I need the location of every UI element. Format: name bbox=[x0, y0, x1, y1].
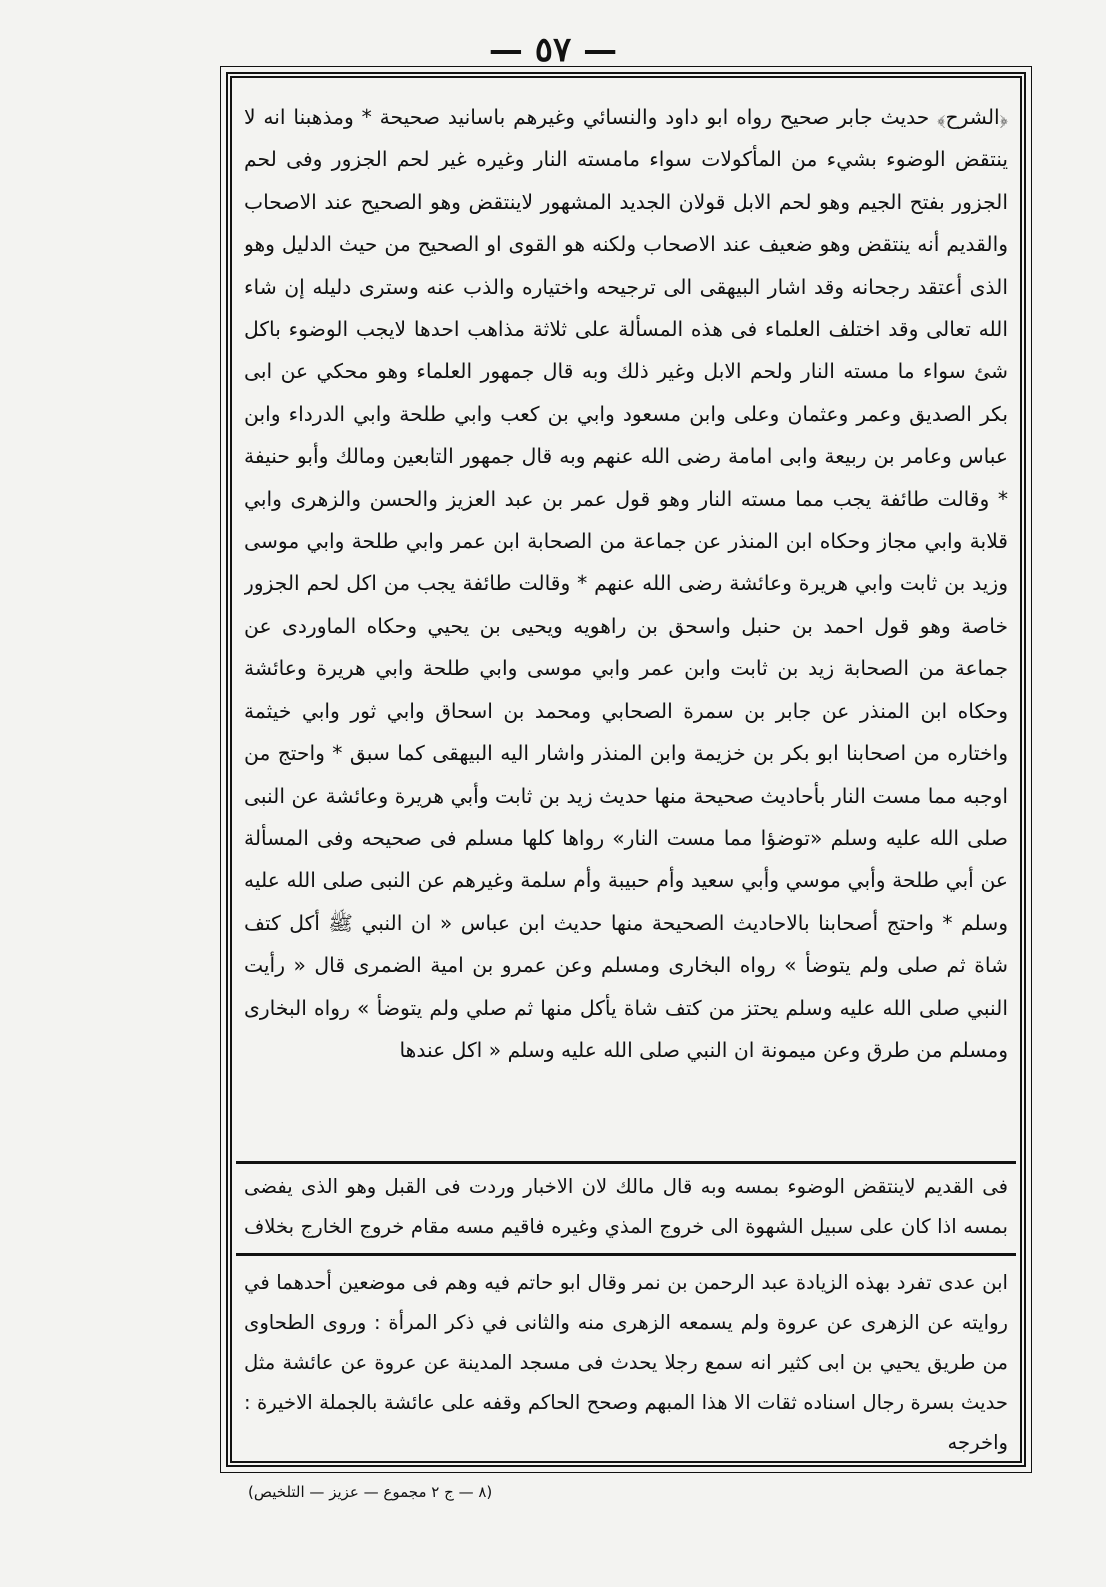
page-number: — ٥٧ — bbox=[488, 30, 618, 70]
page-frame bbox=[226, 72, 1026, 1467]
divider-line bbox=[236, 1253, 1016, 1256]
divider-line bbox=[236, 1161, 1016, 1164]
commentary-text: ﴿الشرح﴾ حديث جابر صحيح رواه ابو داود والنسائي وغيرهم باسانيد صحيحة * ومذهبنا انه لا ينتقض الوضوء بشيء من المأكولات سواء مامسته النار وغيره غير لحم الجزور وفى لحم الجزور بفتح الجيم وهو لحم الابل قولان الجديد المشهور لاينتقض وهو الصحيح عند الاصحاب والقديم أنه ينتقض وهو ضعيف عند الاصحاب ولكنه هو القوى او الصحيح من حيث الدليل وهو الذى أعتقد رجحانه وقد اشار البيهقى الى ترجيحه واختياره والذب عنه وسترى دليله إن شاء الله تعالى وقد اختلف العلماء فى هذه المسألة على ثلاثة مذاهب احدها لايجب الوضوء باكل شئ سواء ما مسته النار ولحم الابل وغير ذلك وبه قال جمهور العلماء وهو محكي عن ابى بكر الصديق وعمر وعثمان وعلى وابن مسعود وابي بن كعب وابي طلحة وابي الدرداء وابن عباس وعامر بن ربيعة وابى امامة رضى الله عنهم وبه قال جمهور التابعين ومالك وأبو حنيفة * وقالت طائفة يجب مما مسته النار وهو قول عمر بن عبد العزيز والحسن والزهرى وابي قلابة وابي مجاز وحكاه ابن المنذر عن جماعة من الصحابة ابن عمر وابي طلحة وابي موسى وزيد بن ثابت وابي هريرة وعائشة رضى الله عنهم * وقالت طائفة يجب من اكل لحم الجزور خاصة وهو قول احمد بن حنبل واسحق بن راهويه ويحيى بن يحيي وحكاه الماوردى عن جماعة من الصحابة زيد بن ثابت وابن عمر وابي موسى وابي طلحة وابي هريرة وعائشة وحكاه ابن المنذر عن جابر بن سمرة الصحابي ومحمد بن اسحاق وابي ثور وابي خيثمة واختاره من اصحابنا ابو بكر بن خزيمة وابن المنذر واشار اليه البيهقى كما سبق * واحتج من اوجبه مما مست النار بأحاديث صحيحة منها حديث زيد بن ثابت وأبي هريرة وعائشة عن النبى صلى الله عليه وسلم «توضؤا مما مست النار» رواها كلها مسلم فى صحيحه وفى المسألة عن أبي طلحة وأبي موسي وأبي سعيد وأم حبيبة وأم سلمة وغيرهم عن النبى صلى الله عليه وسلم * واحتج أصحابنا بالاحاديث الصحيحة منها حديث ابن عباس « ان النبي ﷺ أكل كتف شاة ثم صلى ولم يتوضأ » رواه البخارى ومسلم وعن عمرو بن امية الضمرى قال « رأيت النبي صلى الله عليه وسلم يحتز من كتف شاة يأكل منها ثم صلي ولم يتوضأ » رواه البخارى ومسلم من طرق وعن ميمونة ان النبي صلى الله عليه وسلم « اكل عندها bbox=[244, 105, 1008, 1062]
footnote-upper: فى القديم لاينتقض الوضوء بمسه وبه قال مالك لان الاخبار وردت فى القبل وهو الذى يفضى بمسه اذا كان على سبيل الشهوة الى خروج المذي وغيره فاقيم مسه مقام خروج الخارج بخلاف bbox=[244, 1175, 1008, 1238]
page-footer-signature: (٨ — ج ٢ مجموع — عزيز — التلخيص) bbox=[248, 1483, 493, 1501]
footnote-lower: ابن عدى تفرد بهذه الزيادة عبد الرحمن بن نمر وقال ابو حاتم فيه وهم فى موضعين أحدهما في روايته عن الزهرى عن عروة ولم يسمعه الزهرى منه والثانى في ذكر المرأة : وروى الطحاوى من طريق يحيي بن ابى كثير انه سمع رجلا يحدث فى مسجد المدينة عن عروة عن عائشة مثل حديث بسرة رجال اسناده ثقات الا هذا المبهم وصحح الحاكم وقفه على عائشة بالجملة الاخيرة : واخرجه bbox=[244, 1271, 1008, 1454]
